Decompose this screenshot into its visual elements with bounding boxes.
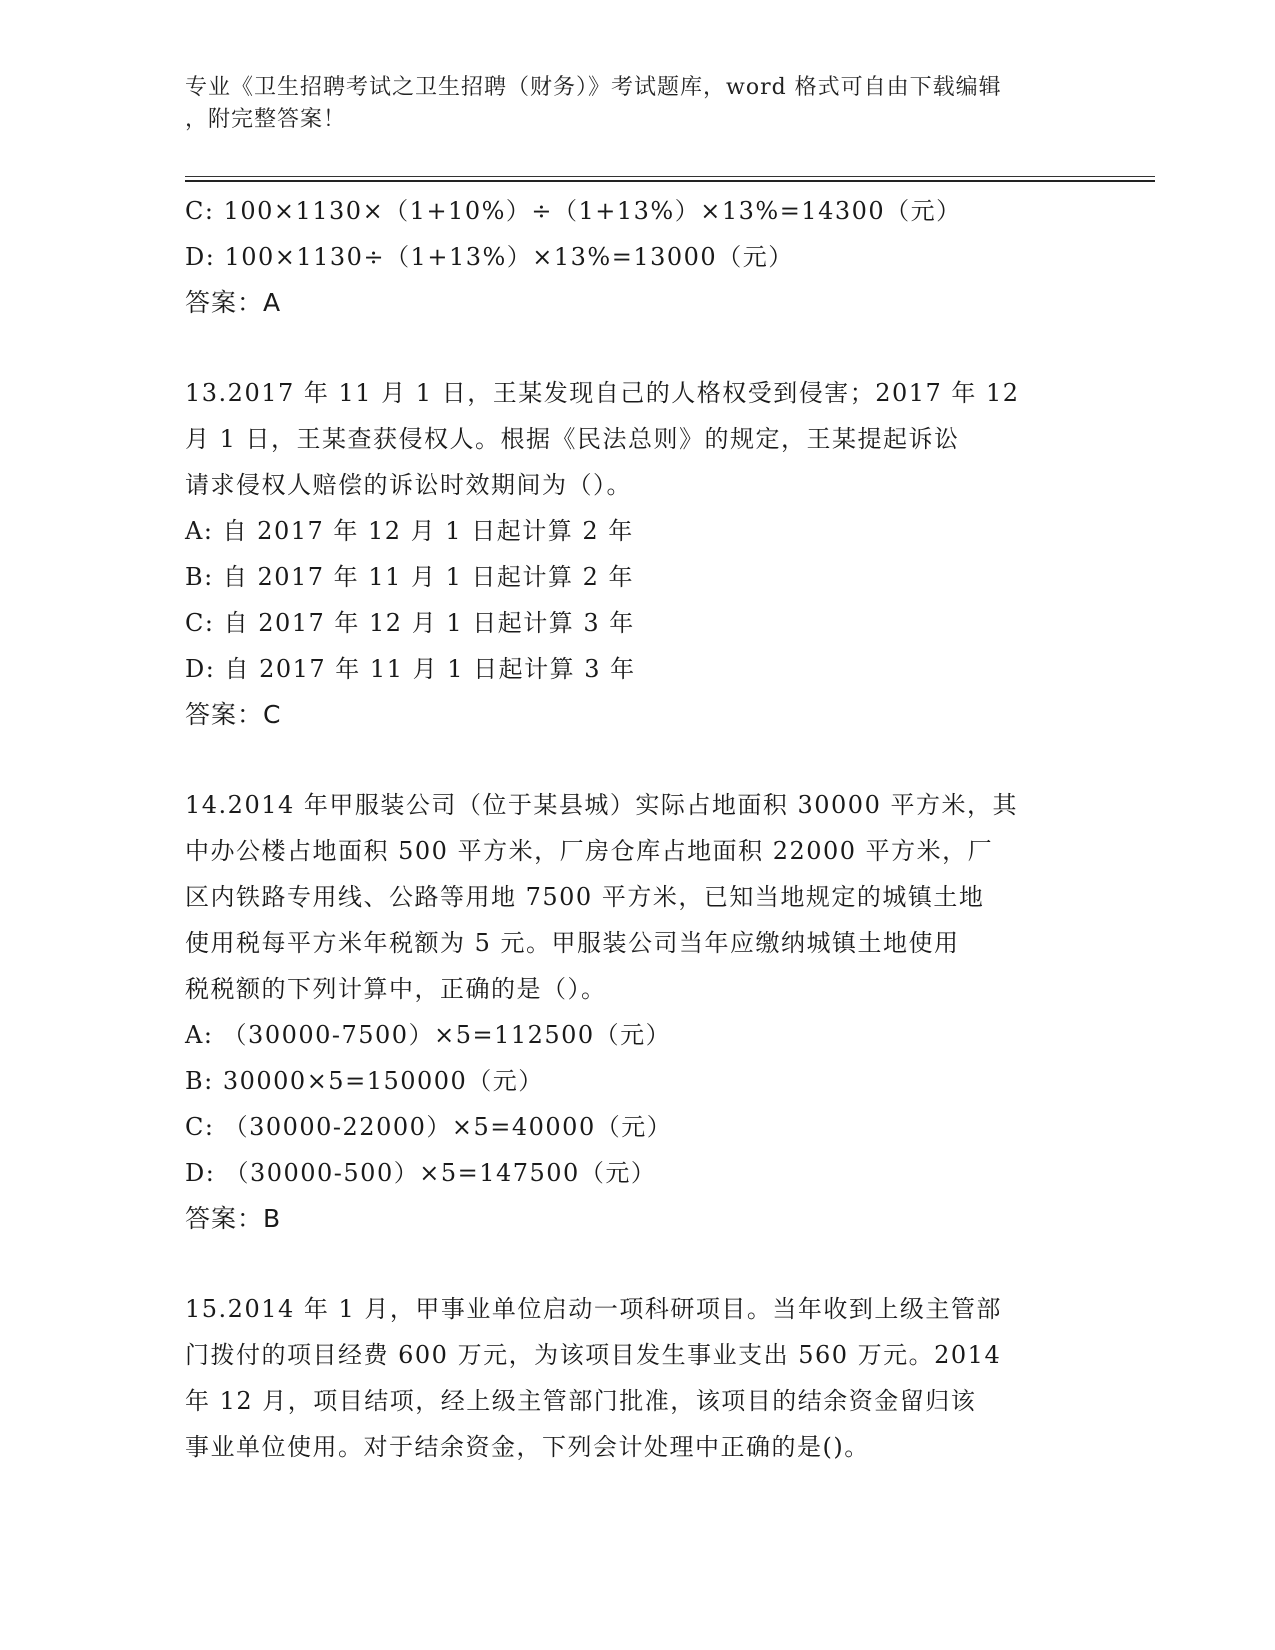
question-15 [185, 1286, 1085, 1470]
question-14 [185, 782, 1085, 1242]
q14-option-c: C: （30000-22000）×5=40000（元） [185, 1113, 673, 1141]
q13-stem-line-1: 13.2017 年 11 月 1 日，王某发现自己的人格权受到侵害；2017 年 12 [185, 379, 1020, 407]
q15-stem-line-4: 事业单位使用。对于结余资金，下列会计处理中正确的是()。 [185, 1433, 870, 1461]
q15-stem-line-3: 年 12 月，项目结项，经上级主管部门批准，该项目的结余资金留归该 [185, 1387, 977, 1415]
q13-answer: 答案：C [185, 700, 282, 729]
q14-stem-line-5: 税税额的下列计算中，正确的是（）。 [185, 975, 607, 1003]
q13-option-c: C: 自 2017 年 12 月 1 日起计算 3 年 [185, 609, 635, 637]
document-header [185, 72, 1065, 136]
spacer [185, 326, 1085, 370]
question-13 [185, 370, 1085, 738]
header-line-1: 专业《卫生招聘考试之卫生招聘（财务）》考试题库，word 格式可自由下载编辑 [185, 75, 1002, 100]
q13-option-a: A: 自 2017 年 12 月 1 日起计算 2 年 [185, 517, 634, 545]
spacer [185, 738, 1085, 782]
prev-answer: 答案：A [185, 288, 282, 317]
prev-option-d: D: 100×1130÷（1+13%）×13%=13000（元） [185, 243, 794, 271]
q14-stem-line-2: 中办公楼占地面积 500 平方米，厂房仓库占地面积 22000 平方米，厂 [185, 837, 994, 865]
q14-stem-line-1: 14.2014 年甲服装公司（位于某县城）实际占地面积 30000 平方米，其 [185, 791, 1018, 819]
q14-stem-line-3: 区内铁路专用线、公路等用地 7500 平方米，已知当地规定的城镇土地 [185, 883, 985, 911]
q14-stem-line-4: 使用税每平方米年税额为 5 元。甲服装公司当年应缴纳城镇土地使用 [185, 929, 960, 957]
q15-stem-line-2: 门拨付的项目经费 600 万元，为该项目发生事业支出 560 万元。2014 [185, 1341, 1002, 1369]
header-divider-thick [185, 180, 1155, 182]
q14-option-a: A: （30000-7500）×5=112500（元） [185, 1021, 672, 1049]
q14-answer: 答案：B [185, 1204, 282, 1233]
q14-option-b: B: 30000×5=150000（元） [185, 1067, 544, 1095]
q15-stem-line-1: 15.2014 年 1 月，甲事业单位启动一项科研项目。当年收到上级主管部 [185, 1295, 1002, 1323]
question-content [185, 188, 1085, 1470]
q14-option-d: D: （30000-500）×5=147500（元） [185, 1159, 657, 1187]
spacer [185, 1242, 1085, 1286]
q13-stem-line-3: 请求侵权人赔偿的诉讼时效期间为（）。 [185, 471, 632, 499]
prev-option-c: C: 100×1130×（1+10%）÷（1+13%）×13%=14300（元） [185, 197, 962, 225]
header-divider-thin [185, 176, 1155, 177]
q13-option-d: D: 自 2017 年 11 月 1 日起计算 3 年 [185, 655, 636, 683]
q13-stem-line-2: 月 1 日，王某查获侵权人。根据《民法总则》的规定，王某提起诉讼 [185, 425, 960, 453]
q13-option-b: B: 自 2017 年 11 月 1 日起计算 2 年 [185, 563, 635, 591]
header-line-2: ，附完整答案！ [185, 107, 347, 132]
